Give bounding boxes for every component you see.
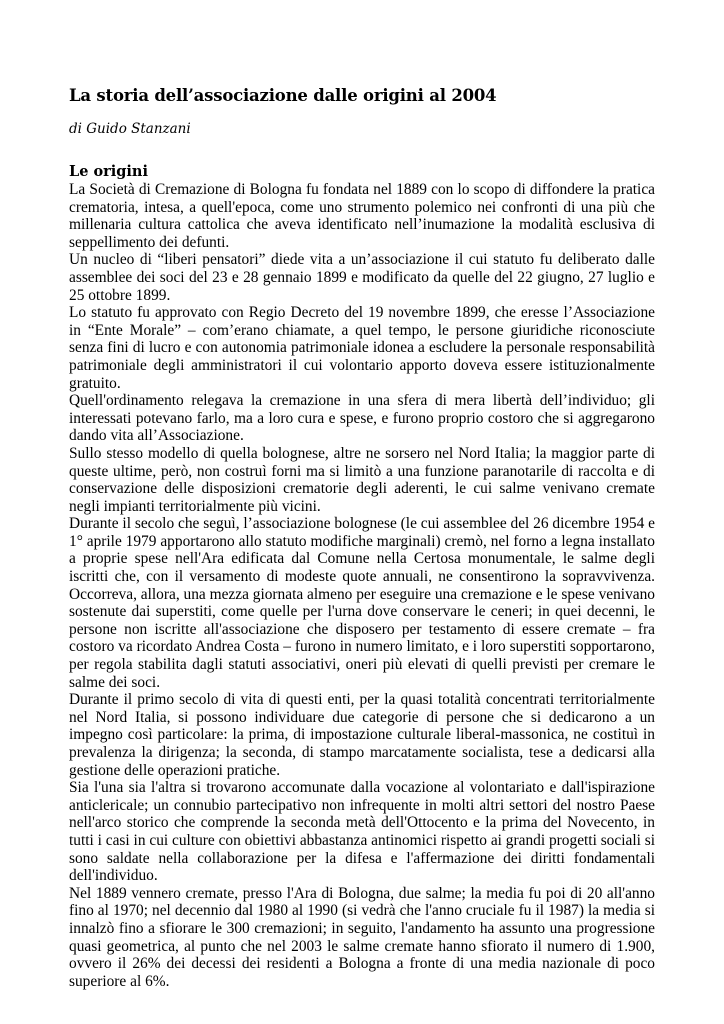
paragraph: Sullo stesso modello di quella bolognese, altre ne sorsero nel Nord Italia; la maggior parte di queste ultime, però, non costruì forni ma si limitò a una funzione paranotarile di raccolta e di conservazione delle disposizioni crematorie degli aderenti, le cui salme venivano cremate negli impianti territorialmente più vicini. [69,444,655,515]
paragraph: Durante il primo secolo di vita di questi enti, per la quasi totalità concentrati territorialmente nel Nord Italia, si possono individuare due categorie di persone che si dedicarono a un impegno così particolare: la prima, di impostazione culturale liberal-massonica, ne costituì in prevalenza la dirigenza; la seconda, di stampo marcatamente socialista, tese a dedicarsi alla gestione delle operazioni pratiche. [69,691,655,779]
paragraph: Lo statuto fu approvato con Regio Decreto del 19 novembre 1899, che eresse l’Associazione in “Ente Morale” – com’erano chiamate, a quel tempo, le persone giuridiche riconosciute senza fini di lucro e con autonomia patrimoniale idonea a escludere la personale responsabilità patrimoniale degli amministratori il cui volontario apporto doveva essere istituzionalmente gratuito. [69,304,655,392]
document-page [69,84,655,990]
paragraph: Sia l'una sia l'altra si trovarono accomunate dalla vocazione al volontariato e dall'ispirazione anticlericale; un connubio partecipativo non infrequente in molti altri settori del nostro Paese nell'arco storico che comprende la seconda metà dell'Ottocento e la prima del Novecento, in tutti i casi in cui culture con obiettivi abbastanza antinomici rispetto ai grandi progetti sociali si sono saldate nella collaborazione per la difesa e l'affermazione dei diritti fondamentali dell'individuo. [69,779,655,885]
section-title: Le origini [69,163,148,180]
paragraph: Un nucleo di “liberi pensatori” diede vita a un’associazione il cui statuto fu deliberato dalle assemblee dei soci del 23 e 28 gennaio 1899 e modificato da quelle del 22 giugno, 27 luglio e 25 ottobre 1899. [69,251,655,304]
paragraph: Nel 1889 vennero cremate, presso l'Ara di Bologna, due salme; la media fu poi di 20 all'anno fino al 1970; nel decennio dal 1980 al 1990 (si vedrà che l'anno cruciale fu il 1987) la media si innalzò fino a sfiorare le 300 cremazioni; in seguito, l'andamento ha assunto una progressione quasi geometrica, al punto che nel 2003 le salme cremate hanno sfiorato il numero di 1.900, ovvero il 26% dei decessi dei residenti a Bologna a fronte di una media nazionale di poco superiore al 6%. [69,884,655,990]
paragraph: Quell'ordinamento relegava la cremazione in una sfera di mera libertà dell’individuo; gli interessati potevano farlo, ma a loro cura e spese, e furono proprio costoro che si aggregarono dando vita all’Associazione. [69,392,655,445]
paragraph: Durante il secolo che seguì, l’associazione bolognese (le cui assemblee del 26 dicembre 1954 e 1° aprile 1979 apportarono allo statuto modifiche marginali) cremò, nel forno a legna installato a proprie spese nell'Ara edificata dal Comune nella Certosa monumentale, le salme degli iscritti che, con il versamento di modeste quote annuali, ne consentirono la sopravvivenza. Occorreva, allora, una mezza giornata almeno per eseguire una cremazione e le spese venivano sostenute dai superstiti, come quelle per l'urna dove conservare le ceneri; in quei decenni, le persone non iscritte all'associazione che disposero per testamento di essere cremate – fra costoro va ricordato Andrea Costa – furono in numero limitato, e i loro superstiti sopportarono, per regola stabilita dagli statuti associativi, oneri più elevati di quelli previsti per cremare le salme dei soci. [69,515,655,691]
paragraph: La Società di Cremazione di Bologna fu fondata nel 1889 con lo scopo di diffondere la pratica crematoria, intesa, a quell'epoca, come uno strumento polemico nei confronti di una più che millenaria cultura cattolica che aveva identificato nell’inumazione la modalità esclusiva di seppellimento dei defunti. [69,181,655,251]
document-title: La storia dell’associazione dalle origini al 2004 [69,86,497,105]
document-author: di Guido Stanzani [69,121,191,137]
